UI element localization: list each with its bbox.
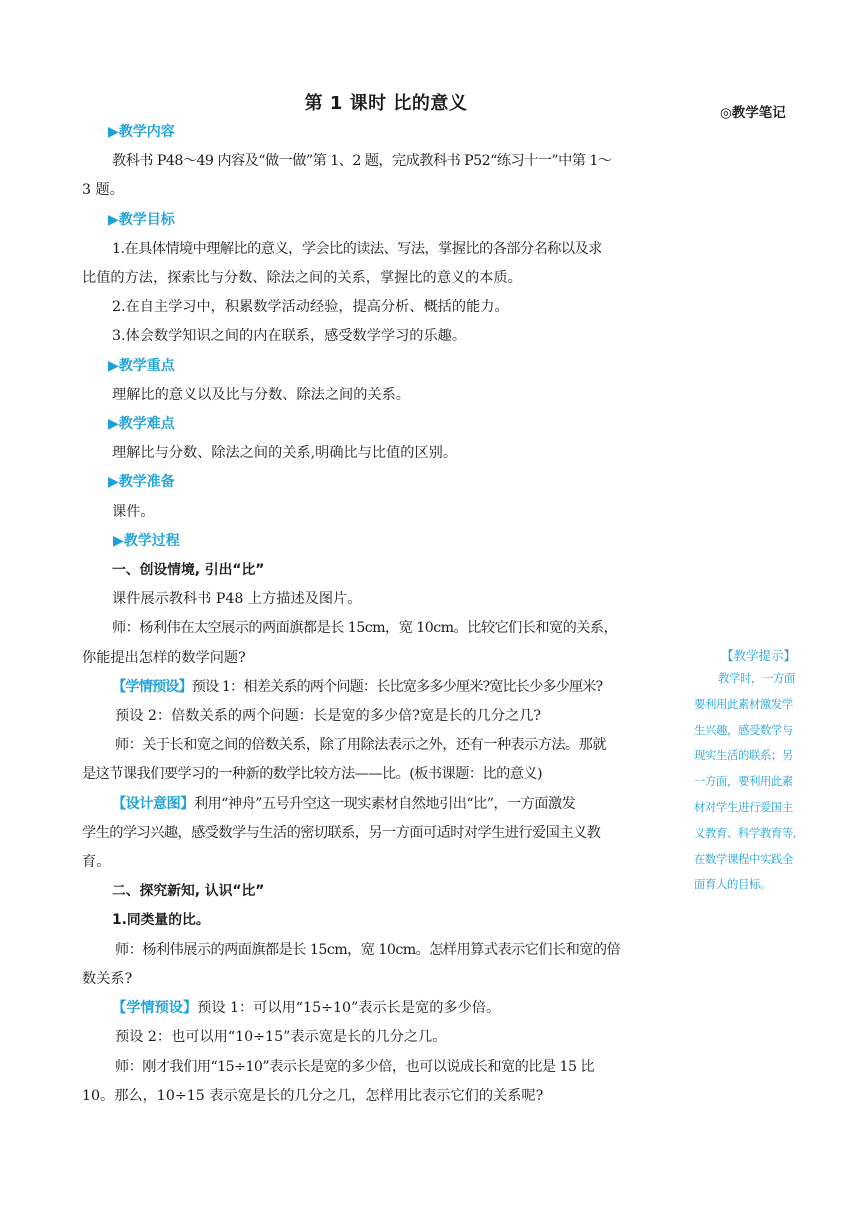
body-line — [82, 994, 660, 1023]
subsection-heading: 一、创设情境, 引出“比” — [112, 562, 265, 579]
body-line: 师：杨利伟在太空展示的两面旗都是长 15cm，宽 10cm。比较它们长和宽的关系， — [112, 620, 618, 637]
main-content — [82, 118, 660, 1111]
teaching-tip-sidebar — [694, 646, 824, 898]
section-heading-objectives: ▶教学目标 — [108, 211, 175, 228]
body-line: 预设 2：倍数关系的两个问题：长是宽的多少倍?宽是长的几分之几? — [115, 708, 542, 725]
body-line: 教科书 P48～49 内容及“做一做”第 1、2 题，完成教科书 P52“练习十一”中第 1～ — [112, 153, 612, 170]
tip-line: 现实生活的联系；另 — [694, 748, 793, 763]
body-line: 是这节课我们要学习的一种新的数学比较方法——比。(板书课题：比的意义) — [82, 766, 543, 783]
body-line: 理解比与分数、除法之间的关系,明确比与比值的区别。 — [112, 445, 458, 462]
tip-line: 材对学生进行爱国主 — [694, 799, 793, 814]
body-line: 师：关于长和宽之间的倍数关系，除了用除法表示之外，还有一种表示方法。那就 — [115, 737, 606, 754]
body-line — [82, 673, 660, 702]
body-line: 师：刚才我们用“15÷10”表示长是宽的多少倍，也可以说成长和宽的比是 15 比 — [115, 1058, 595, 1075]
section-heading-content: ▶教学内容 — [108, 124, 175, 140]
body-line: 你能提出怎样的数学问题? — [82, 649, 246, 666]
tag-design-intent: 【设计意图】 — [112, 795, 194, 812]
body-line: 3 题。 — [82, 182, 124, 199]
body-line: 课件。 — [112, 503, 155, 520]
subsection-subheading: 1.同类量的比。 — [112, 912, 210, 929]
body-line: 师：杨利伟展示的两面旗都是长 15cm，宽 10cm。怎样用算式表示它们长和宽的倍 — [115, 941, 621, 958]
body-line: 数关系? — [82, 970, 133, 987]
tip-line: 要利用此素材激发学 — [694, 696, 793, 711]
tip-line: 教学时，一方面 — [718, 671, 795, 685]
tip-line: 面育人的目标。 — [694, 877, 771, 892]
teaching-notes-label: ◎教学笔记 — [720, 105, 786, 121]
body-line: 1.在具体情境中理解比的意义，学会比的读法、写法，掌握比的各部分名称以及求 — [112, 240, 602, 257]
body-line: 理解比的意义以及比与分数、除法之间的关系。 — [112, 386, 410, 403]
tip-line: 生兴趣，感受数学与 — [694, 722, 793, 737]
section-heading-difficulties: ▶教学难点 — [108, 416, 175, 433]
body-line: 2.在自主学习中，积累数学活动经验，提高分析、概括的能力。 — [112, 299, 509, 316]
section-heading-preparation: ▶教学准备 — [108, 474, 175, 491]
body-line: 3.体会数学知识之间的内在联系，感受数学学习的乐趣。 — [112, 328, 467, 345]
tip-line: 一方面，要利用此素 — [694, 774, 793, 789]
tag-learning-preset: 【学情预设】 — [112, 1000, 198, 1017]
body-line: 学生的学习兴趣，感受数学与生活的密切联系，另一方面可适时对学生进行爱国主义教 — [82, 824, 601, 841]
page-title: 第 1 课时 比的意义 — [304, 93, 468, 114]
body-line: 育。 — [82, 854, 111, 871]
body-line: 比值的方法，探索比与分数、除法之间的关系，掌握比的意义的本质。 — [82, 270, 522, 287]
subsection-heading: 二、探究新知, 认识“比” — [112, 883, 265, 900]
section-heading-process: ▶教学过程 — [113, 532, 180, 549]
tip-line: 义教育、科学教育等, — [694, 825, 797, 840]
tip-title: 【教学提示】 — [721, 648, 797, 663]
body-text: 预设 1：可以用“15÷10”表示长是宽的多少倍。 — [197, 1000, 501, 1017]
body-text: 利用“神舟”五号升空这一现实素材自然地引出“比”，一方面激发 — [193, 795, 576, 812]
body-text: 预设 1：相差关系的两个问题：长比宽多多少厘米?宽比长少多少厘米? — [191, 678, 603, 695]
body-line — [82, 790, 660, 819]
section-heading-key-points: ▶教学重点 — [108, 357, 175, 374]
body-line: 课件展示教科书 P48 上方描述及图片。 — [112, 591, 362, 608]
tag-learning-preset: 【学情预设】 — [112, 678, 192, 695]
body-line: 10。那么，10÷15 表示宽是长的几分之几，怎样用比表示它们的关系呢? — [82, 1087, 544, 1104]
body-line: 预设 2：也可以用“10÷15”表示宽是长的几分之几。 — [115, 1029, 447, 1046]
tip-line: 在数学课程中实践全 — [694, 851, 793, 866]
